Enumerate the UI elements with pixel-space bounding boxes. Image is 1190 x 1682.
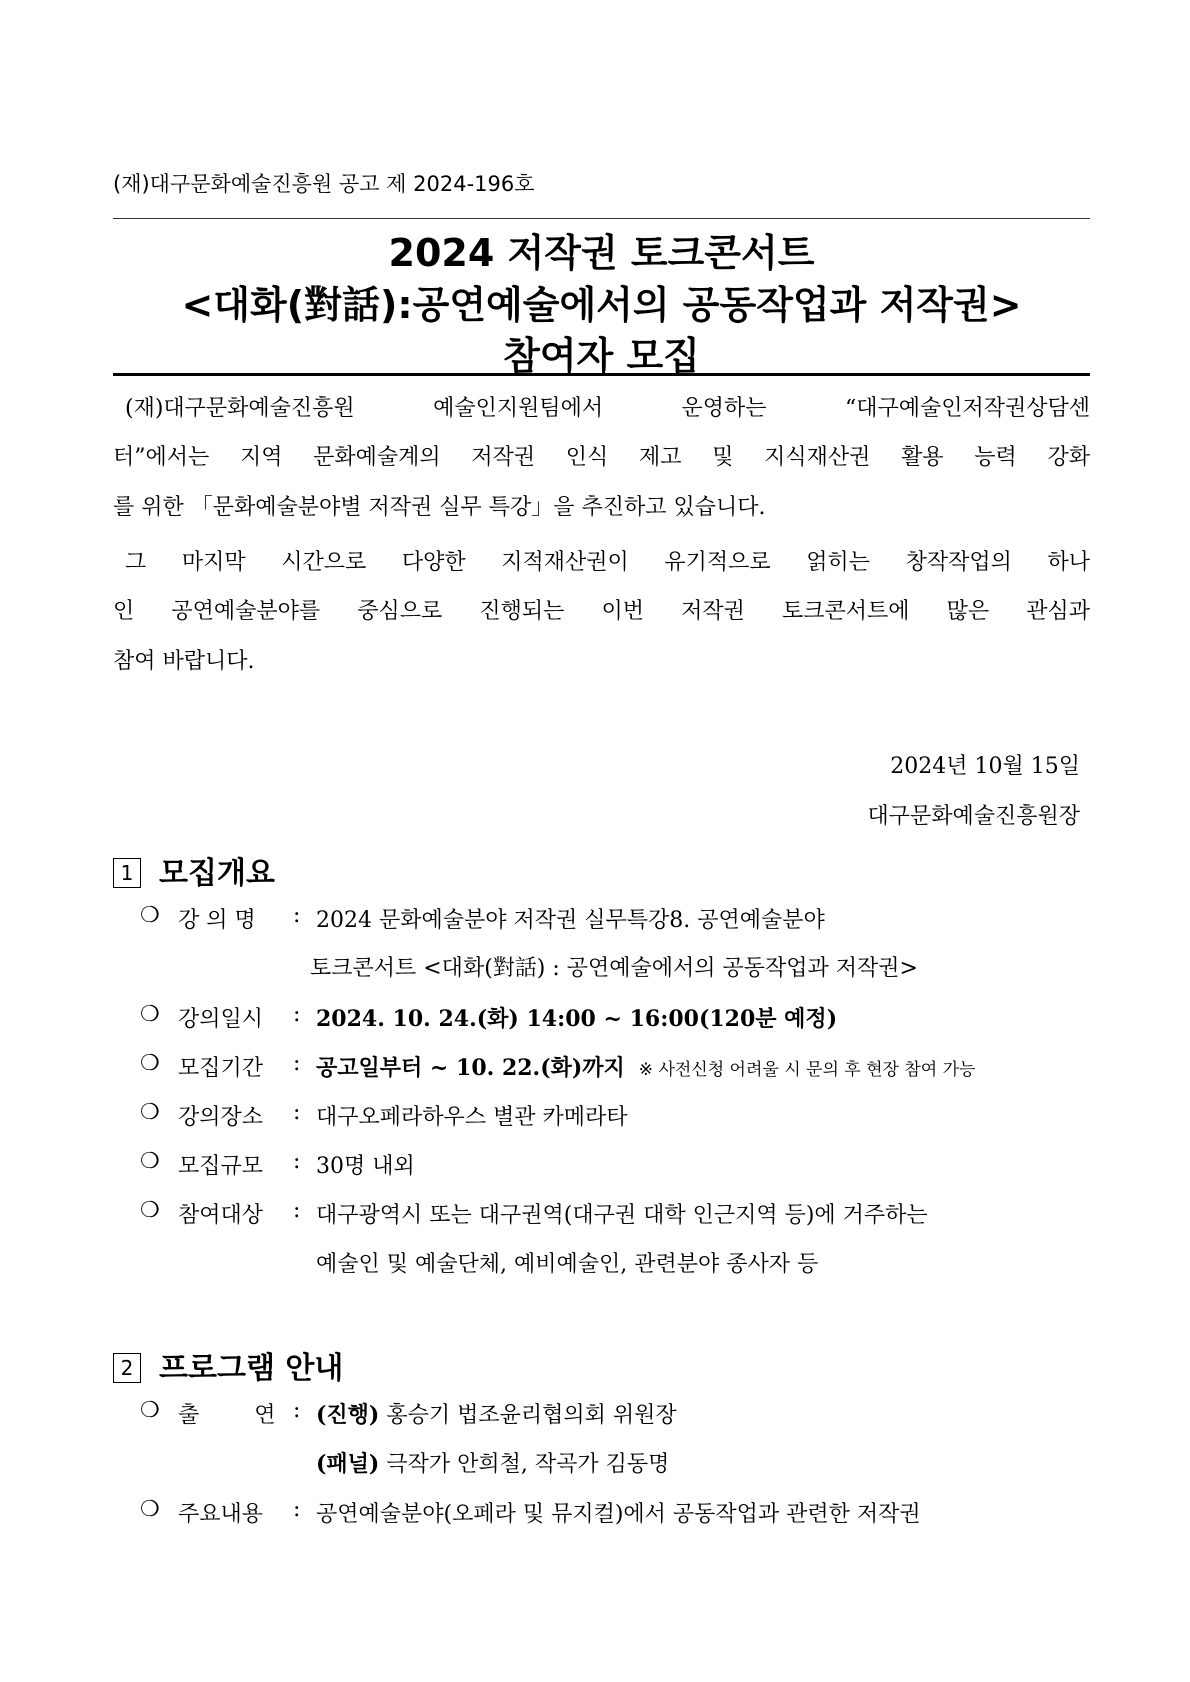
size-label: 모집규모	[178, 1154, 264, 1179]
intro-line: 그 마지막 시간으로 다양한 지적재산권이 유기적으로 얽히는 창작작업의 하나	[125, 550, 1090, 575]
bullet-icon: ❍	[140, 1002, 160, 1027]
target-value-cont: 예술인 및 예술단체, 예비예술인, 관련분야 종사자 등	[316, 1252, 819, 1277]
content-value: 공연예술분야(오페라 및 뮤지컬)에서 공동작업과 관련한 저작권	[316, 1502, 921, 1527]
cast-label: 출 연	[178, 1403, 276, 1428]
page-title-line3: 참여자 모집	[503, 334, 700, 378]
venue-value: 대구오페라하우스 별관 카메라타	[316, 1105, 628, 1130]
colon: :	[293, 1198, 301, 1223]
lecture-value: 2024 문화예술분야 저작권 실무특강8. 공연예술분야	[316, 908, 825, 933]
header-divider	[113, 218, 1090, 219]
bullet-icon: ❍	[140, 1149, 160, 1174]
intro-line: 터”에서는 지역 문화예술계의 저작권 인식 제고 및 지식재산권 활용 능력 강화	[113, 445, 1090, 470]
intro-line: 를 위한 「문화예술분야별 저작권 실무 특강」을 추진하고 있습니다.	[113, 495, 766, 520]
lecture-label: 강 의 명	[178, 908, 256, 933]
content-label: 주요내용	[178, 1502, 264, 1527]
colon: :	[293, 1051, 301, 1076]
colon: :	[293, 903, 301, 928]
datetime-value: 2024. 10. 24.(화) 14:00 ~ 16:00(120분 예정)	[316, 1006, 838, 1032]
period-value-row	[316, 1051, 975, 1082]
cast-host-tag: (진행)	[316, 1402, 380, 1428]
page-title-line1: 2024 저작권 토크콘서트	[388, 231, 815, 275]
cast-panel: 극작가 안희철, 작곡가 김동명	[386, 1452, 670, 1477]
colon: :	[293, 1497, 301, 1522]
section-heading-overview	[113, 848, 275, 892]
section-heading-program	[113, 1343, 343, 1387]
venue-label: 강의장소	[178, 1105, 264, 1130]
period-note: ※ 사전신청 어려울 시 문의 후 현장 참여 가능	[638, 1060, 976, 1080]
target-label: 참여대상	[178, 1203, 264, 1228]
bullet-icon: ❍	[140, 903, 160, 928]
bullet-icon: ❍	[140, 1398, 160, 1423]
lecture-value-cont: 토크콘서트 <대화(對話) : 공연예술에서의 공동작업과 저작권>	[310, 956, 918, 981]
colon: :	[293, 1100, 301, 1125]
colon: :	[293, 1398, 301, 1423]
period-value: 공고일부터 ~ 10. 22.(화)까지	[316, 1055, 625, 1081]
cast-host: 홍승기 법조윤리협의회 위원장	[386, 1403, 677, 1428]
notice-number: (재)대구문화예술진흥원 공고 제 2024-196호	[113, 172, 535, 196]
period-label: 모집기간	[178, 1056, 264, 1081]
cast-host-row	[316, 1398, 677, 1429]
cast-panel-row	[316, 1447, 669, 1478]
size-value: 30명 내외	[316, 1154, 415, 1179]
cast-panel-tag: (패널)	[316, 1451, 380, 1477]
intro-line: 인 공연예술분야를 중심으로 진행되는 이번 저작권 토크콘서트에 많은 관심과	[113, 599, 1090, 624]
colon: :	[293, 1149, 301, 1174]
section-number-box: 2	[113, 1353, 141, 1383]
title-divider	[113, 373, 1090, 376]
section-number-box: 1	[113, 858, 141, 888]
page-title-line2: <대화(對話):공연예술에서의 공동작업과 저작권>	[181, 283, 1022, 327]
intro-line: 참여 바랍니다.	[113, 649, 255, 674]
issuer-name: 대구문화예술진흥원장	[867, 804, 1080, 829]
notice-date: 2024년 10월 15일	[890, 754, 1080, 779]
section-title: 모집개요	[159, 856, 275, 891]
bullet-icon: ❍	[140, 1051, 160, 1076]
target-value: 대구광역시 또는 대구권역(대구권 대학 인근지역 등)에 거주하는	[316, 1203, 928, 1228]
colon: :	[293, 1002, 301, 1027]
section-title: 프로그램 안내	[159, 1351, 344, 1386]
bullet-icon: ❍	[140, 1198, 160, 1223]
bullet-icon: ❍	[140, 1100, 160, 1125]
bullet-icon: ❍	[140, 1497, 160, 1522]
intro-line: (재)대구문화예술진흥원 예술인지원팀에서 운영하는 “대구예술인저작권상담센	[125, 396, 1090, 421]
datetime-label: 강의일시	[178, 1007, 264, 1032]
